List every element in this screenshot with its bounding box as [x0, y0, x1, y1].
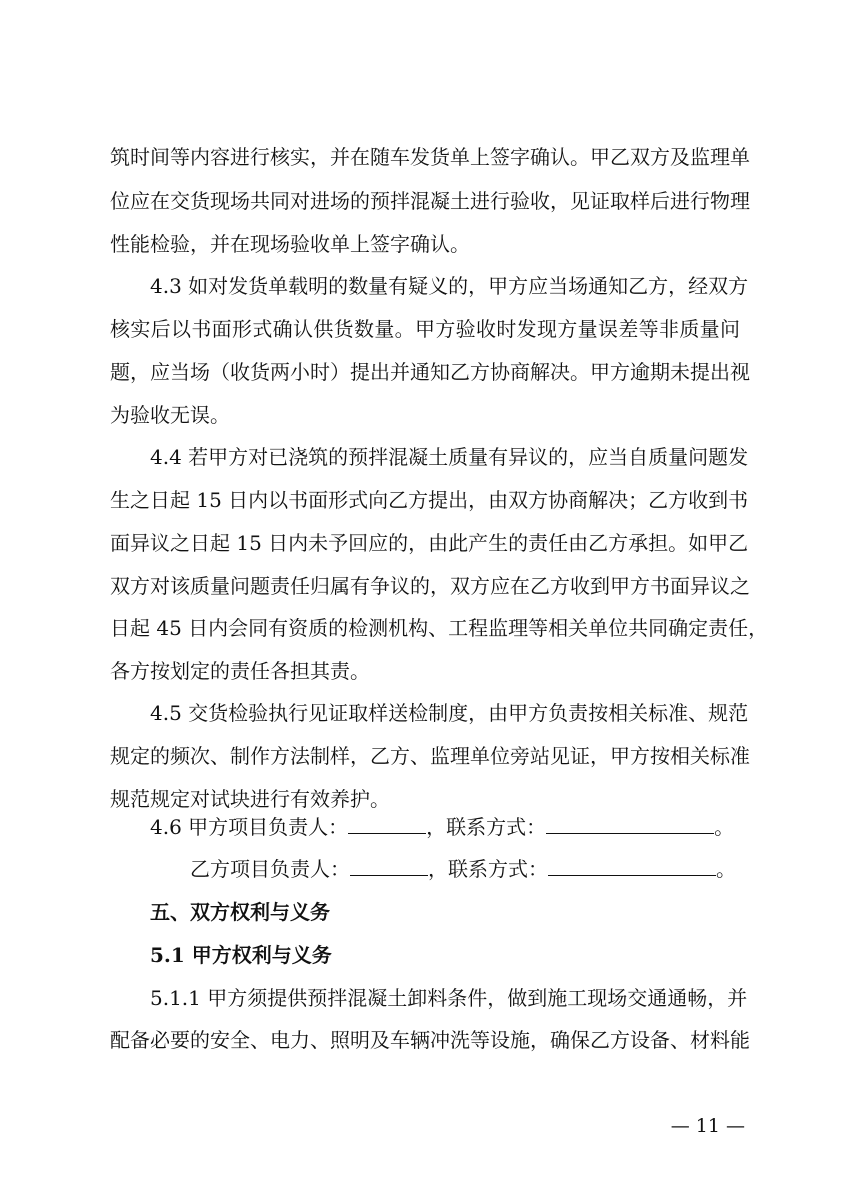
contact-separator: ，联系方式： [428, 857, 548, 881]
clause-4-4-line: 日起 45 日内会同有资质的检测机构、工程监理等相关单位共同确定责任， [110, 616, 769, 640]
paragraph-line: 位应在交货现场共同对进场的预拌混凝土进行验收，见证取样后进行物理 [110, 189, 750, 213]
paragraph-line: 性能检验，并在现场验收单上签字确认。 [110, 232, 470, 256]
clause-5-1-1-line: 配备必要的安全、电力、照明及车辆冲洗等设施，确保乙方设备、材料能 [110, 1028, 750, 1052]
section-heading-5-1: 5.1 甲方权利与义务 [150, 943, 332, 967]
clause-4-5-line: 规定的频次、制作方法制样，乙方、监理单位旁站见证，甲方按相关标准 [110, 744, 750, 768]
contact-separator: ，联系方式： [426, 815, 547, 839]
clause-4-5-line: 4.5 交货检验执行见证取样送检制度，由甲方负责按相关标准、规范 [150, 701, 749, 725]
clause-4-3-line: 4.3 如对发货单载明的数量有疑义的，甲方应当场通知乙方，经双方 [150, 274, 749, 298]
party-b-manager-blank [350, 857, 428, 876]
clause-4-3-line: 为验收无误。 [110, 403, 230, 427]
party-a-phone-blank [546, 815, 714, 834]
clause-4-5-line: 规范规定对试块进行有效养护。 [110, 787, 390, 811]
clause-4-3-line: 题，应当场（收货两小时）提出并通知乙方协商解决。甲方逾期未提出视 [110, 360, 750, 384]
paragraph-line: 筑时间等内容进行核实，并在随车发货单上签字确认。甲乙双方及监理单 [110, 145, 750, 169]
contact-row-party-b [190, 855, 736, 883]
clause-5-1-1-line: 5.1.1 甲方须提供预拌混凝土卸料条件，做到施工现场交通通畅，并 [150, 986, 748, 1010]
contact-row-party-a [150, 813, 734, 841]
clause-4-4-line: 面异议之日起 15 日内未予回应的，由此产生的责任由乙方承担。如甲乙 [110, 531, 749, 555]
clause-4-4-line: 各方按划定的责任各担其责。 [110, 659, 370, 683]
party-b-phone-blank [548, 857, 716, 876]
clause-4-4-line: 双方对该质量问题责任归属有争议的，双方应在乙方收到甲方书面异议之 [110, 574, 750, 598]
contact-end: 。 [716, 857, 736, 881]
section-heading-5: 五、双方权利与义务 [150, 900, 330, 924]
clause-4-4-line: 生之日起 15 日内以书面形式向乙方提出，由双方协商解决；乙方收到书 [110, 488, 749, 512]
party-a-manager-blank [348, 815, 426, 834]
clause-4-3-line: 核实后以书面形式确认供货数量。甲方验收时发现方量误差等非质量问 [110, 317, 740, 341]
clause-4-4-line: 4.4 若甲方对已浇筑的预拌混凝土质量有异议的，应当自质量问题发 [150, 445, 749, 469]
contact-label-party-b: 乙方项目负责人： [190, 857, 350, 881]
contact-label-party-a: 4.6 甲方项目负责人： [150, 815, 349, 839]
contact-end: 。 [714, 815, 735, 839]
page-number: — 11 — [670, 1115, 745, 1137]
